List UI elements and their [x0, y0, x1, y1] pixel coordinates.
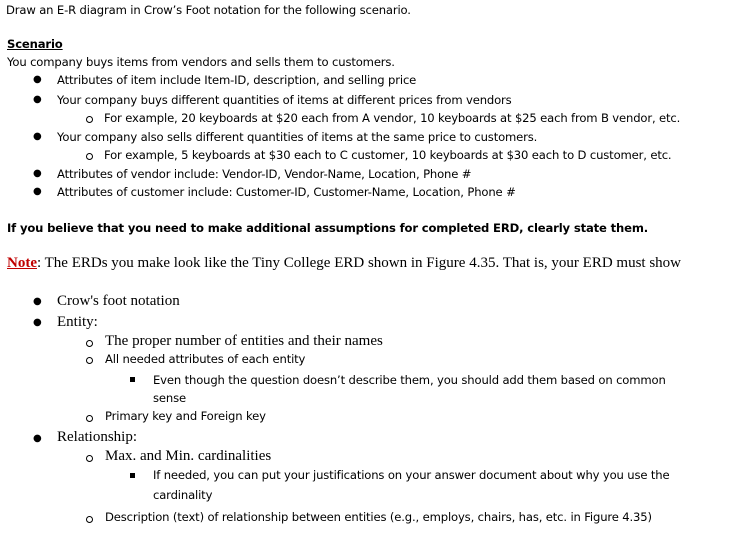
buy-example: For example, 20 keyboards at $20 each from A vendor, 10 keyboards at $25 each from B vendor, etc.	[104, 111, 681, 125]
entity-item: Entity:	[57, 314, 98, 330]
bullet-icon: ●	[33, 296, 42, 307]
assumption-text: If you believe that you need to make additional assumptions for completed ERD, clearly state them.	[7, 221, 649, 235]
sell-example: For example, 5 keyboards at $30 each to C customer, 10 keyboards at $30 each to D customer, etc.	[104, 148, 672, 162]
note-line	[7, 255, 681, 272]
circle-bullet-icon	[86, 415, 93, 422]
intro-text: Draw an E-R diagram in Crow’s Foot notation for the following scenario.	[6, 3, 411, 17]
scenario-lead: You company buys items from vendors and sells them to customers.	[7, 55, 395, 69]
bullet-icon: ●	[33, 74, 42, 85]
circle-bullet-icon	[86, 340, 93, 347]
keys-item: Primary key and Foreign key	[105, 409, 266, 423]
entity-names: The proper number of entities and their names	[105, 333, 383, 349]
square-bullet-icon	[130, 377, 135, 382]
vendor-attributes: Attributes of vendor include: Vendor-ID, Vendor-Name, Location, Phone #	[57, 167, 472, 181]
circle-bullet-icon	[86, 357, 93, 364]
cardinalities-item: Max. and Min. cardinalities	[105, 448, 272, 464]
item-attributes: Attributes of item include Item-ID, description, and selling price	[57, 73, 417, 87]
square-bullet-icon	[130, 473, 135, 478]
bullet-icon: ●	[33, 317, 42, 328]
bullet-icon: ●	[33, 433, 42, 444]
bullet-icon: ●	[33, 94, 42, 105]
customer-attributes: Attributes of customer include: Customer-ID, Customer-Name, Location, Phone #	[57, 185, 516, 199]
justification-line1: If needed, you can put your justifications on your answer document about why you use the	[153, 468, 670, 482]
scenario-heading: Scenario	[7, 37, 63, 51]
crows-foot-item: Crow's foot notation	[57, 293, 180, 309]
note-label: Note	[7, 255, 37, 271]
circle-bullet-icon	[86, 455, 93, 462]
entity-attributes: All needed attributes of each entity	[105, 352, 306, 366]
buy-quantities: Your company buys different quantities of items at different prices from vendors	[57, 93, 512, 107]
note-text: : The ERDs you make look like the Tiny College ERD shown in Figure 4.35. That is, your ERD must show	[37, 255, 682, 271]
circle-bullet-icon	[86, 116, 93, 123]
common-sense-line2: sense	[153, 391, 186, 405]
common-sense-line1: Even though the question doesn’t describe them, you should add them based on common	[153, 373, 666, 387]
circle-bullet-icon	[86, 153, 93, 160]
relationship-description: Description (text) of relationship between entities (e.g., employs, chairs, has, etc. in Figure 4.35)	[105, 510, 652, 524]
bullet-icon: ●	[33, 168, 42, 179]
bullet-icon: ●	[33, 186, 42, 197]
relationship-item: Relationship:	[57, 429, 137, 445]
circle-bullet-icon	[86, 516, 93, 523]
bullet-icon: ●	[33, 131, 42, 142]
sell-quantities: Your company also sells different quantities of items at the same price to customers.	[57, 130, 538, 144]
justification-line2: cardinality	[153, 488, 213, 502]
